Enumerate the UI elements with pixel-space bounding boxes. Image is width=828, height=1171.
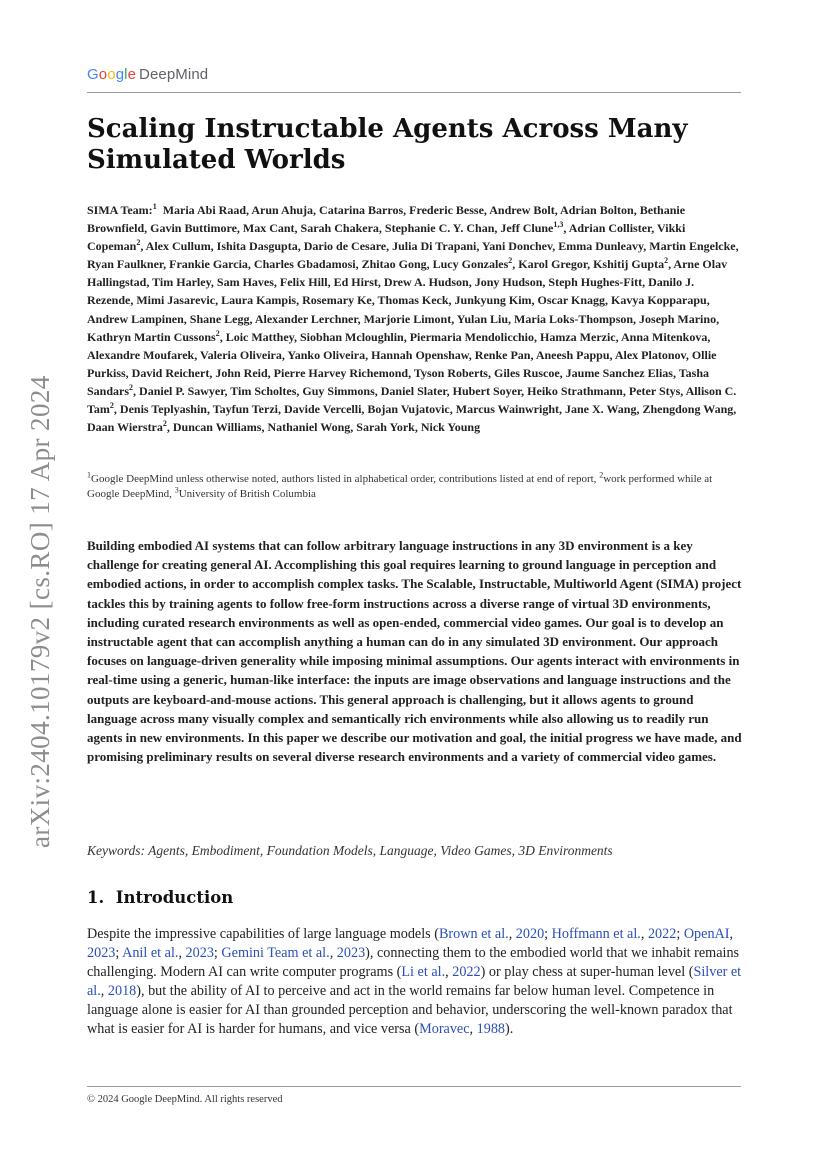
- citation-link[interactable]: Li et al.: [401, 964, 446, 980]
- citation-link[interactable]: Gemini Team et al.: [221, 945, 330, 961]
- page-header: [87, 66, 741, 93]
- section-heading-introduction: [87, 888, 233, 908]
- citation-link[interactable]: Hoffmann et al.: [551, 926, 641, 942]
- section-number: 1.: [87, 888, 105, 907]
- author-list: SIMA Team:$^1$ Maria Abi Raad, Arun Ahuja, Catarina Barros, Frederic Besse, Andrew Bolt, Adrian Bolton, Bethanie Brownfield, Gavin Buttimore, Max Cant, Sarah Chakera, Stephanie C. Y. Chan, Jeff Clune$^{1,3}$, Adrian Collister, Vikki Copeman$^2$, Alex Cullum, Ishita Dasgupta, Dario de Cesare, Julia Di Trapani, Yani Donchev, Emma Dunleavy, Martin Engelcke, Ryan Faulkner, Frankie Garcia, Charles Gbadamosi, Zhitao Gong, Lucy Gonzales$^2$, Karol Gregor, Kshitij Gupta$^2$, Arne Olav Hallingstad, Tim Harley, Sam Haves, Felix Hill, Ed Hirst, Drew A. Hudson, Jony Hudson, Steph Hughes-Fitt, Danilo J. Rezende, Mimi Jasarevic, Laura Kampis, Rosemary Ke, Thomas Keck, Junkyung Kim, Oscar Knagg, Kavya Kopparapu, Andrew Lampinen, Shane Legg, Alexander Lerchner, Marjorie Limont, Yulan Liu, Maria Loks-Thompson, Joseph Marino, Kathryn Martin Cussons$^2$, Loic Matthey, Siobhan Mcloughlin, Piermaria Mendolicchio, Hamza Merzic, Anna Mitenkova, Alexandre Moufarek, Valeria Oliveira, Yanko Oliveira, Hannah Openshaw, Renke Pan, Aneesh Pappu, Alex Platonov, Ollie Purkiss, David Reichert, John Reid, Pierre Harvey Richemond, Tyson Roberts, Giles Ruscoe, Jaume Sanchez Elias, Tasha Sandars$^2$, Daniel P. Sawyer, Tim Scholtes, Guy Simmons, Daniel Slater, Hubert Soyer, Heiko Strathmann, Peter Stys, Allison C. Tam$^2$, Denis Teplyashin, Tayfun Terzi, Davide Vercelli, Bojan Vujatovic, Marcus Wainwright, Jane X. Wang, Zhengdong Wang, Daan Wierstra$^2$, Duncan Williams, Nathaniel Wong, Sarah York, Nick Young: [87, 202, 739, 435]
- team-label: SIMA Team:: [87, 203, 153, 217]
- google-deepmind-logo: Google DeepMind: [87, 66, 209, 83]
- citation-link[interactable]: 2022: [647, 926, 677, 942]
- keywords: Keywords: Agents, Embodiment, Foundation Models, Language, Video Games, 3D Environments: [87, 843, 613, 858]
- section-title: Introduction: [115, 888, 234, 907]
- introduction-paragraph: Despite the impressive capabilities of large language models (Brown et al., 2020; Hoffmann et al., 2022; OpenAI, 2023; Anil et al., 2023; Gemini Team et al., 2023), connecting them to the embodied world that we inhabit remains challenging. Modern AI can write computer programs (Li et al., 2022) or play chess at super-human level (Silver et al., 2018), but the ability of AI to perceive and act in the world remains far below human level. Competence in language alone is easier for AI than grounded perception and behavior, underscoring the well-known paradox that what is easier for AI is harder for humans, and vice versa (Moravec, 1988).: [87, 926, 742, 1037]
- paper-title: Scaling Instructable Agents Across Many Simulated Worlds: [87, 114, 688, 175]
- citation-link[interactable]: Silver et al.: [87, 964, 742, 999]
- citation-link[interactable]: Moravec: [419, 1021, 470, 1037]
- citation-link[interactable]: 1988: [476, 1021, 505, 1037]
- citation-link[interactable]: 2018: [107, 983, 137, 999]
- abstract: Building embodied AI systems that can follow arbitrary language instructions in any 3D environment is a key challenge for creating general AI. Accomplishing this goal requires learning to ground language in perception and embodied actions, in order to accomplish complex tasks. The Scalable, Instructable, Multiworld Agent (SIMA) project tackles this by training agents to follow free-form instructions across a diverse range of virtual 3D environments, including curated research environments as well as open-ended, commercial video games. Our goal is to develop an instructable agent that can accomplish anything a human can do in any simulated 3D environment. Our approach focuses on language-driven generality while imposing minimal assumptions. Our agents interact with environments in real-time using a generic, human-like interface: the inputs are image observations and language instructions and the outputs are keyboard-and-mouse actions. This general approach is challenging, but it allows agents to ground language across many visually complex and semantically rich environments while also allowing us to readily run agents in new environments. In this paper we describe our motivation and goal, the initial progress we have made, and promising preliminary results on several diverse research environments and a variety of commercial video games.: [87, 538, 742, 765]
- citation-link[interactable]: Anil et al.: [122, 945, 179, 961]
- citation-link[interactable]: OpenAI: [683, 926, 730, 942]
- citation-link[interactable]: 2022: [452, 964, 481, 980]
- citation-link[interactable]: 2023: [87, 945, 116, 961]
- citation-link[interactable]: Brown et al.: [438, 926, 509, 942]
- citation-link[interactable]: 2023: [185, 945, 214, 961]
- citation-link[interactable]: 2020: [515, 926, 545, 942]
- affiliations-note: $^1$Google DeepMind unless otherwise noted, authors listed in alphabetical order, contributions listed at end of report, $^2$work performed while at Google DeepMind, $^3$University of British Columbia: [87, 470, 713, 500]
- citation-link[interactable]: 2023: [336, 945, 366, 961]
- page-footer: © 2024 Google DeepMind. All rights reserved: [87, 1086, 741, 1105]
- arxiv-identifier: arXiv:2404.10179v2 [cs.RO] 17 Apr 2024: [25, 375, 55, 848]
